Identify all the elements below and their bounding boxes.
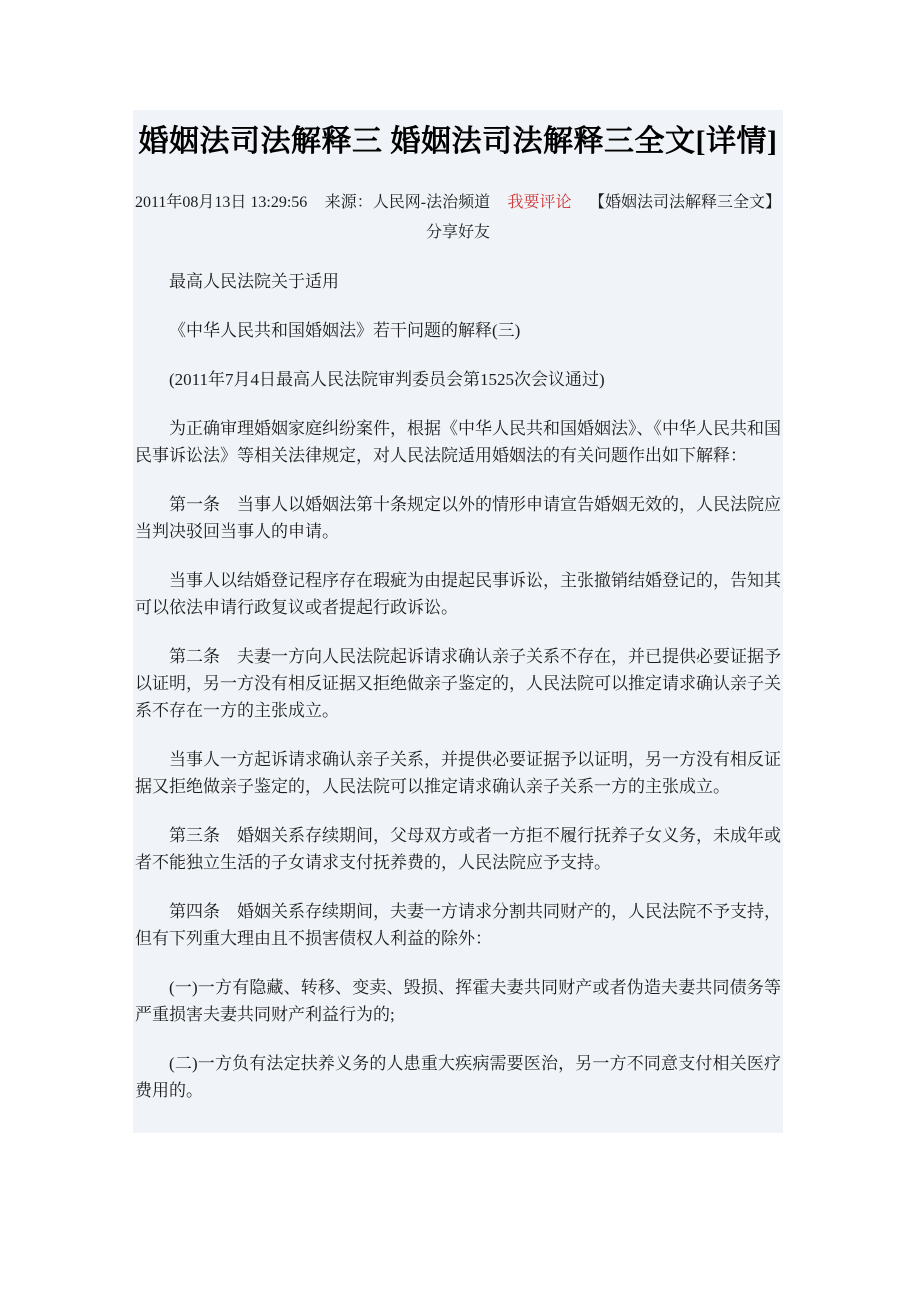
topic-tag-link[interactable]: 【婚姻法司法解释三全文】	[588, 194, 781, 211]
body-paragraph: 第四条 婚姻关系存续期间，夫妻一方请求分割共同财产的，人民法院不予支持，但有下列重大理由且不损害债权人利益的除外：	[135, 902, 781, 948]
share-link[interactable]: 分享好友	[425, 224, 490, 241]
article-meta	[135, 192, 781, 214]
body-paragraph: 当事人一方起诉请求确认亲子关系，并提供必要证据予以证明，另一方没有相反证据又拒绝做亲子鉴定的，人民法院可以推定请求确认亲子关系一方的主张成立。	[135, 750, 781, 796]
body-paragraph: (二)一方负有法定扶养义务的人患重大疾病需要医治，另一方不同意支付相关医疗费用的。	[135, 1054, 781, 1100]
share-row	[135, 222, 781, 244]
article-title: 婚姻法司法解释三 婚姻法司法解释三全文[详情]	[138, 125, 778, 158]
body-paragraph: 《中华人民共和国婚姻法》若干问题的解释(三)	[169, 321, 521, 340]
article-container	[133, 110, 783, 1133]
body-paragraph: 最高人民法院关于适用	[169, 272, 339, 291]
body-paragraph: 第一条 当事人以婚姻法第十条规定以外的情形申请宣告婚姻无效的，人民法院应当判决驳回当事人的申请。	[135, 495, 781, 541]
publish-datetime: 2011年08月13日 13:29:56	[135, 194, 308, 211]
article-body	[135, 268, 781, 1104]
body-paragraph: (一)一方有隐藏、转移、变卖、毁损、挥霍夫妻共同财产或者伪造夫妻共同债务等严重损害夫妻共同财产利益行为的;	[135, 978, 781, 1024]
body-paragraph: (2011年7月4日最高人民法院审判委员会第1525次会议通过)	[169, 370, 605, 389]
body-paragraph: 第三条 婚姻关系存续期间，父母双方或者一方拒不履行抚养子女义务，未成年或者不能独立生活的子女请求支付抚养费的，人民法院应予支持。	[135, 826, 781, 872]
body-paragraph: 当事人以结婚登记程序存在瑕疵为由提起民事诉讼，主张撤销结婚登记的，告知其可以依法申请行政复议或者提起行政诉讼。	[135, 571, 781, 617]
comment-link[interactable]: 我要评论	[507, 194, 572, 211]
body-paragraph: 为正确审理婚姻家庭纠纷案件，根据《中华人民共和国婚姻法》、《中华人民共和国民事诉讼法》等相关法律规定，对人民法院适用婚姻法的有关问题作出如下解释：	[135, 419, 781, 465]
article-source: 来源：人民网-法治频道	[324, 194, 491, 211]
body-paragraph: 第二条 夫妻一方向人民法院起诉请求确认亲子关系不存在，并已提供必要证据予以证明，另一方没有相反证据又拒绝做亲子鉴定的，人民法院可以推定请求确认亲子关系不存在一方的主张成立。	[135, 647, 781, 720]
